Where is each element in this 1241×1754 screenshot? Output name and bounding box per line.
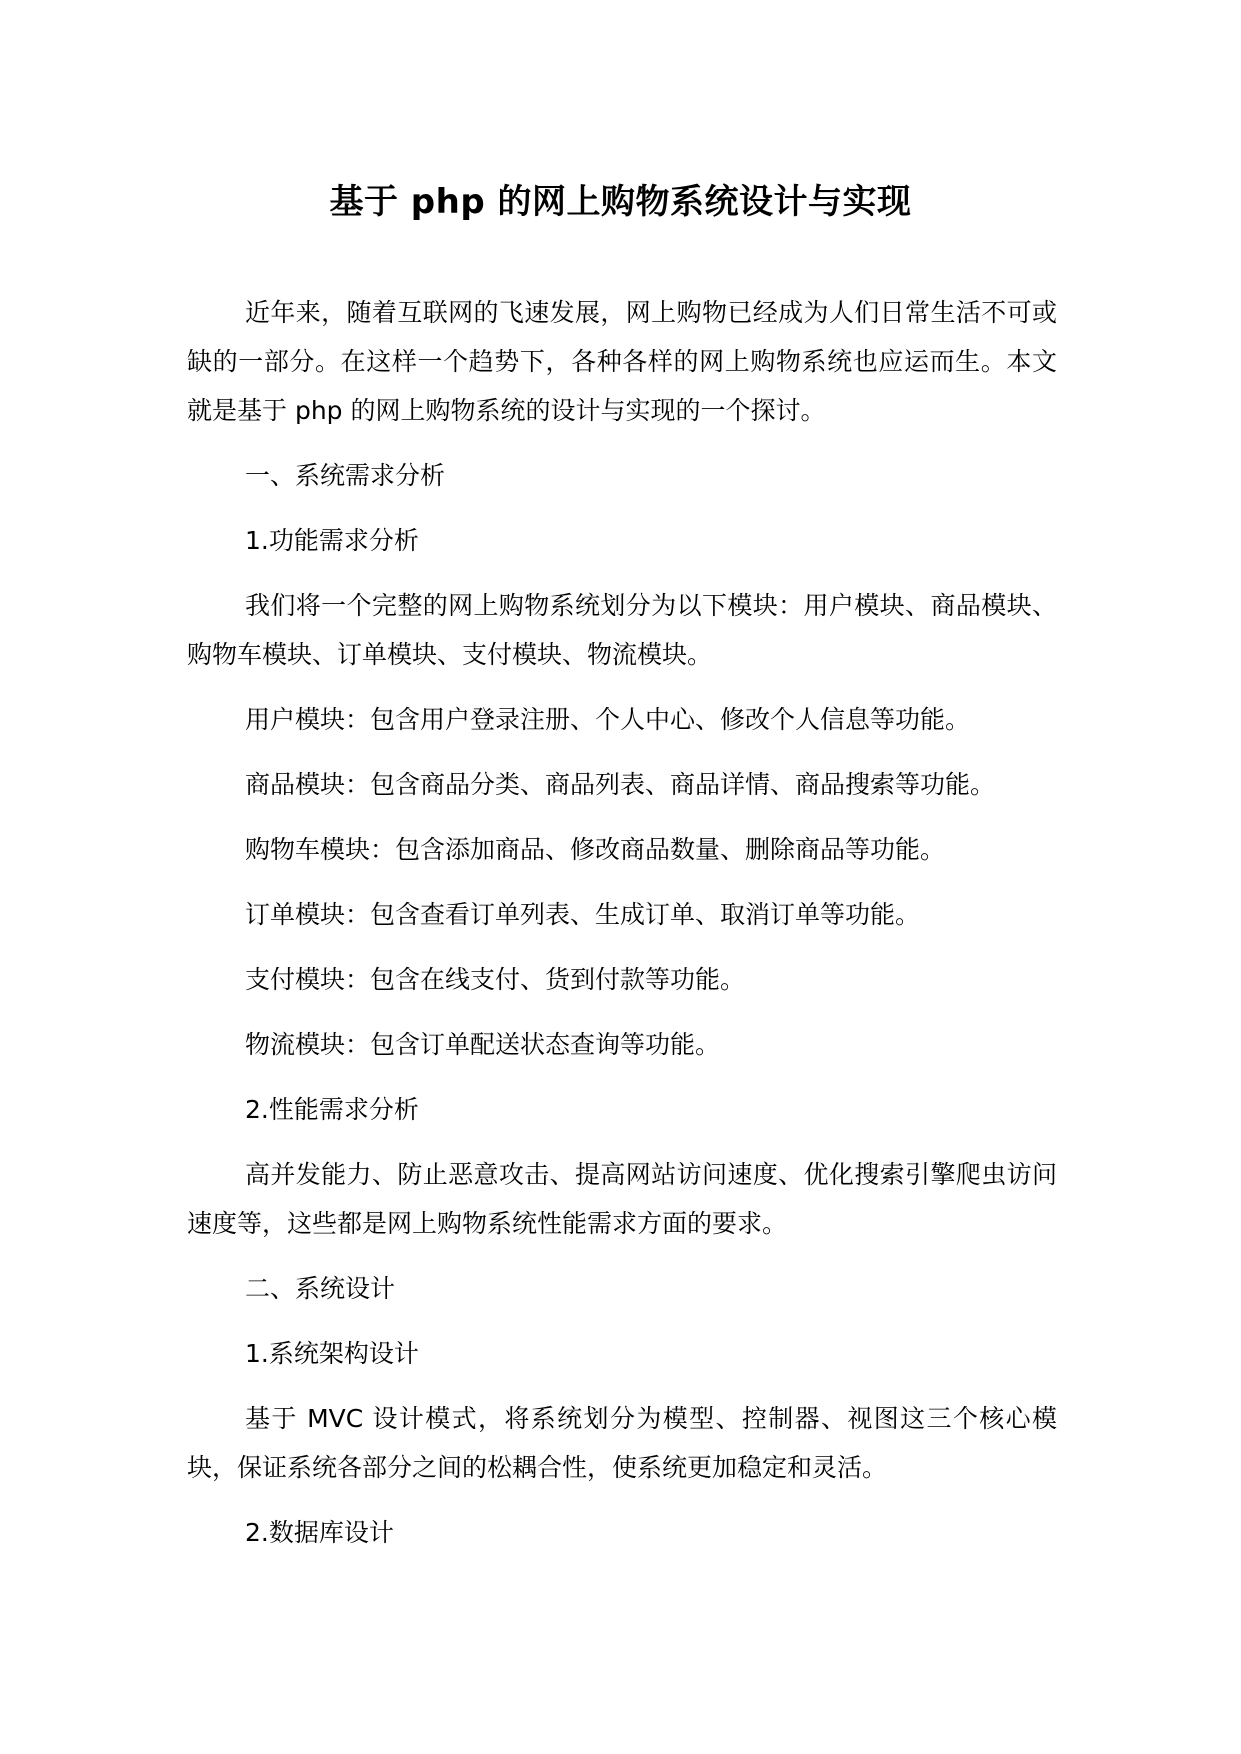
document-body: [187, 288, 1057, 1573]
subsection-heading-performance: 2.性能需求分析: [245, 1095, 419, 1124]
paragraph-architecture: 基于 MVC 设计模式，将系统划分为模型、控制器、视图这三个核心模块，保证系统各部分之间的松耦合性，使系统更加稳定和灵活。: [187, 1404, 1057, 1482]
paragraph-user-module: 用户模块：包含用户登录注册、个人中心、修改个人信息等功能。: [245, 705, 971, 734]
paragraph-order-module: 订单模块：包含查看订单列表、生成订单、取消订单等功能。: [245, 900, 921, 929]
section-heading-requirements: 一、系统需求分析: [245, 461, 446, 490]
subsection-heading-functional: 1.功能需求分析: [245, 526, 419, 555]
paragraph-logistics-module: 物流模块：包含订单配送状态查询等功能。: [245, 1030, 721, 1059]
section-heading-design: 二、系统设计: [245, 1274, 396, 1303]
subsection-heading-architecture: 1.系统架构设计: [245, 1339, 419, 1368]
paragraph-cart-module: 购物车模块：包含添加商品、修改商品数量、删除商品等功能。: [245, 835, 946, 864]
paragraph-product-module: 商品模块：包含商品分类、商品列表、商品详情、商品搜索等功能。: [245, 770, 996, 799]
paragraph-performance: 高并发能力、防止恶意攻击、提高网站访问速度、优化搜索引擎爬虫访问速度等，这些都是网上购物系统性能需求方面的要求。: [187, 1160, 1057, 1238]
paragraph-modules: 我们将一个完整的网上购物系统划分为以下模块：用户模块、商品模块、购物车模块、订单模块、支付模块、物流模块。: [187, 591, 1057, 669]
paragraph-payment-module: 支付模块：包含在线支付、货到付款等功能。: [245, 965, 746, 994]
paragraph-intro: 近年来，随着互联网的飞速发展，网上购物已经成为人们日常生活不可或缺的一部分。在这样一个趋势下，各种各样的网上购物系统也应运而生。本文就是基于 php 的网上购物系统的设计与实现的一个探讨。: [187, 298, 1057, 425]
subsection-heading-database: 2.数据库设计: [245, 1518, 394, 1547]
document-title: 基于 php 的网上购物系统设计与实现: [329, 182, 912, 222]
